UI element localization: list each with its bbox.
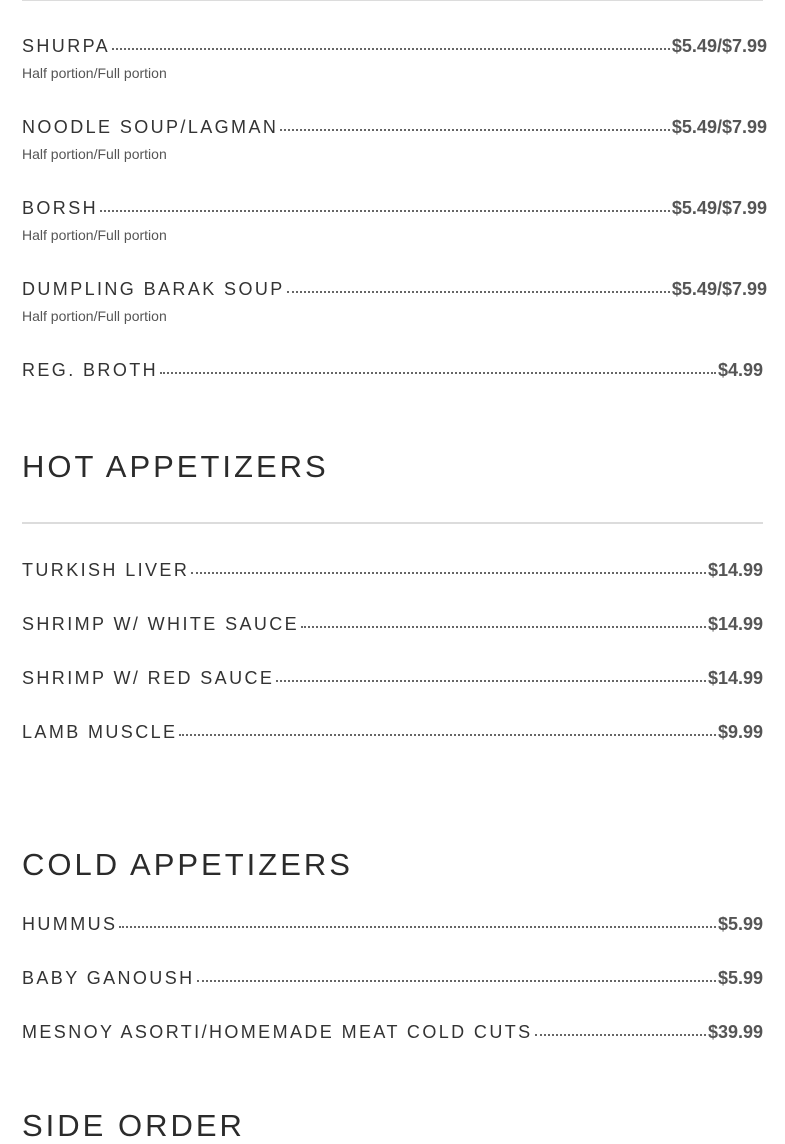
item-price: $5.49/$7.99 [671, 36, 767, 56]
item-name: BORSH [22, 198, 99, 218]
menu-item-reg-broth [22, 360, 763, 381]
dotted-leader [100, 210, 670, 212]
item-price: $5.99 [717, 914, 763, 934]
item-name: SHURPA [22, 36, 111, 56]
item-price: $14.99 [707, 614, 763, 634]
item-price: $39.99 [707, 1022, 763, 1042]
dotted-leader [191, 572, 706, 574]
item-name: SHRIMP W/ WHITE SAUCE [22, 614, 300, 634]
item-name: LAMB MUSCLE [22, 722, 178, 742]
dotted-leader [112, 48, 670, 50]
menu-item-turkish-liver [22, 560, 763, 581]
section-divider [22, 522, 763, 524]
item-description: Half portion/Full portion [22, 65, 167, 81]
item-price: $5.99 [717, 968, 763, 988]
menu-item-noodle-soup [22, 117, 767, 162]
item-description: Half portion/Full portion [22, 227, 167, 243]
dotted-leader [287, 291, 670, 293]
menu-item-shrimp-red-sauce [22, 668, 763, 689]
item-name: NOODLE SOUP/LAGMAN [22, 117, 279, 137]
item-name: DUMPLING BARAK SOUP [22, 279, 285, 299]
item-name: MESNOY ASORTI/HOMEMADE MEAT COLD CUTS [22, 1022, 533, 1042]
dotted-leader [280, 129, 670, 131]
item-price: $14.99 [707, 560, 763, 580]
item-name: REG. BROTH [22, 360, 159, 380]
dotted-leader [535, 1034, 706, 1036]
item-price: $5.49/$7.99 [671, 117, 767, 137]
section-title-side-order: SIDE ORDER [22, 1108, 245, 1143]
item-description: Half portion/Full portion [22, 146, 167, 162]
menu-item-baby-ganoush [22, 968, 763, 989]
section-title-hot-appetizers: HOT APPETIZERS [22, 449, 329, 484]
section-divider [22, 0, 763, 1]
dotted-leader [119, 926, 716, 928]
item-price: $5.49/$7.99 [671, 198, 767, 218]
menu-item-shrimp-white-sauce [22, 614, 763, 635]
menu-item-dumpling-barak-soup [22, 279, 767, 324]
dotted-leader [179, 734, 716, 736]
menu-item-lamb-muscle [22, 722, 763, 743]
item-name: HUMMUS [22, 914, 118, 934]
item-price: $4.99 [717, 360, 763, 380]
item-price: $14.99 [707, 668, 763, 688]
menu-item-mesnoy-asorti [22, 1022, 763, 1043]
item-name: SHRIMP W/ RED SAUCE [22, 668, 275, 688]
item-name: TURKISH LIVER [22, 560, 190, 580]
section-title-cold-appetizers: COLD APPETIZERS [22, 847, 353, 882]
dotted-leader [276, 680, 706, 682]
menu-item-borsh [22, 198, 767, 243]
dotted-leader [197, 980, 716, 982]
menu-item-shurpa [22, 36, 767, 81]
item-description: Half portion/Full portion [22, 308, 167, 324]
item-price: $9.99 [717, 722, 763, 742]
item-price: $5.49/$7.99 [671, 279, 767, 299]
dotted-leader [301, 626, 706, 628]
dotted-leader [160, 372, 716, 374]
menu-item-hummus [22, 914, 763, 935]
item-name: BABY GANOUSH [22, 968, 195, 988]
